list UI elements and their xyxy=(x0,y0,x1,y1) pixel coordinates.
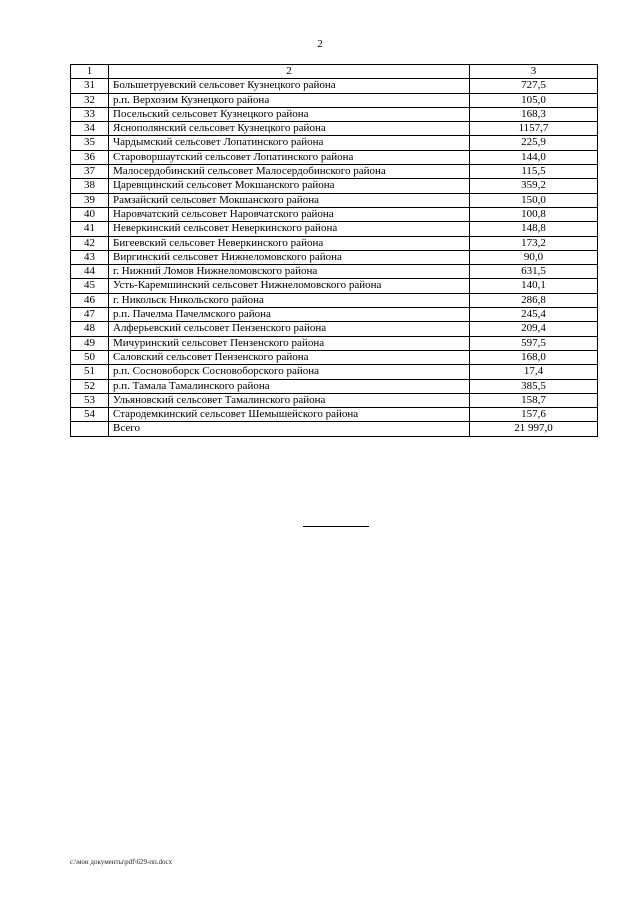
amount-value: 148,8 xyxy=(470,222,598,236)
amount-value: 385,5 xyxy=(470,379,598,393)
amount-value: 150,0 xyxy=(470,193,598,207)
table-row xyxy=(71,365,598,379)
row-number: 32 xyxy=(71,93,109,107)
municipality-name: Алферьевский сельсовет Пензенского района xyxy=(109,322,470,336)
municipality-name: р.п. Верхозим Кузнецкого района xyxy=(109,93,470,107)
table-row xyxy=(71,408,598,422)
amount-value: 245,4 xyxy=(470,308,598,322)
row-number: 48 xyxy=(71,322,109,336)
row-number: 31 xyxy=(71,79,109,93)
municipality-name: г. Нижний Ломов Нижнеломовского района xyxy=(109,265,470,279)
table-row xyxy=(71,165,598,179)
amount-value: 225,9 xyxy=(470,136,598,150)
amount-value: 173,2 xyxy=(470,236,598,250)
row-number: 49 xyxy=(71,336,109,350)
amount-value: 105,0 xyxy=(470,93,598,107)
amount-value: 144,0 xyxy=(470,150,598,164)
column-header-3: 3 xyxy=(470,65,598,79)
table-row xyxy=(71,236,598,250)
row-number xyxy=(71,422,109,436)
table-total-row xyxy=(71,422,598,436)
municipality-name: Малосердобинский сельсовет Малосердобинского района xyxy=(109,165,470,179)
row-number: 53 xyxy=(71,393,109,407)
amount-value: 21 997,0 xyxy=(470,422,598,436)
municipality-name: Большетруевский сельсовет Кузнецкого района xyxy=(109,79,470,93)
signature-divider-line xyxy=(303,526,369,527)
municipality-name: Яснополянский сельсовет Кузнецкого района xyxy=(109,122,470,136)
table-row xyxy=(71,207,598,221)
row-number: 54 xyxy=(71,408,109,422)
table-row xyxy=(71,122,598,136)
amount-value: 727,5 xyxy=(470,79,598,93)
row-number: 38 xyxy=(71,179,109,193)
municipality-name: г. Никольск Никольского района xyxy=(109,293,470,307)
amount-value: 359,2 xyxy=(470,179,598,193)
row-number: 42 xyxy=(71,236,109,250)
municipality-name: Староворшаутский сельсовет Лопатинского района xyxy=(109,150,470,164)
municipality-name: Посельский сельсовет Кузнецкого района xyxy=(109,107,470,121)
municipality-name: Ульяновский сельсовет Тамалинского района xyxy=(109,393,470,407)
municipality-name: Царевщинский сельсовет Мокшанского района xyxy=(109,179,470,193)
amount-value: 209,4 xyxy=(470,322,598,336)
municipality-name: Мичуринский сельсовет Пензенского района xyxy=(109,336,470,350)
allocation-table xyxy=(70,64,598,437)
table-row xyxy=(71,393,598,407)
table-row xyxy=(71,150,598,164)
table-row xyxy=(71,107,598,121)
row-number: 40 xyxy=(71,207,109,221)
municipality-name: Всего xyxy=(109,422,470,436)
amount-value: 115,5 xyxy=(470,165,598,179)
table-row xyxy=(71,350,598,364)
municipality-name: Стародемкинский сельсовет Шемышейского района xyxy=(109,408,470,422)
row-number: 41 xyxy=(71,222,109,236)
file-path-footer: c:\мои документы\pdf\629-пп.docx xyxy=(70,858,173,866)
table-row xyxy=(71,193,598,207)
amount-value: 597,5 xyxy=(470,336,598,350)
municipality-name: Бигеевский сельсовет Неверкинского района xyxy=(109,236,470,250)
municipality-name: р.п. Сосновоборск Сосновоборского района xyxy=(109,365,470,379)
amount-value: 140,1 xyxy=(470,279,598,293)
amount-value: 158,7 xyxy=(470,393,598,407)
table-body xyxy=(71,65,598,437)
table-row xyxy=(71,179,598,193)
row-number: 44 xyxy=(71,265,109,279)
table-row xyxy=(71,379,598,393)
municipality-name: Саловский сельсовет Пензенского района xyxy=(109,350,470,364)
municipality-name: р.п. Тамала Тамалинского района xyxy=(109,379,470,393)
amount-value: 631,5 xyxy=(470,265,598,279)
row-number: 39 xyxy=(71,193,109,207)
amount-value: 17,4 xyxy=(470,365,598,379)
amount-value: 90,0 xyxy=(470,250,598,264)
municipality-name: Неверкинский сельсовет Неверкинского района xyxy=(109,222,470,236)
row-number: 37 xyxy=(71,165,109,179)
row-number: 36 xyxy=(71,150,109,164)
row-number: 51 xyxy=(71,365,109,379)
table-row xyxy=(71,250,598,264)
row-number: 52 xyxy=(71,379,109,393)
table-row xyxy=(71,222,598,236)
amount-value: 168,3 xyxy=(470,107,598,121)
amount-value: 168,0 xyxy=(470,350,598,364)
row-number: 43 xyxy=(71,250,109,264)
amount-value: 157,6 xyxy=(470,408,598,422)
municipality-name: Усть-Каремшинский сельсовет Нижнеломовского района xyxy=(109,279,470,293)
amount-value: 1157,7 xyxy=(470,122,598,136)
table-row xyxy=(71,93,598,107)
amount-value: 286,8 xyxy=(470,293,598,307)
table-row xyxy=(71,322,598,336)
municipality-name: Рамзайский сельсовет Мокшанского района xyxy=(109,193,470,207)
table-row xyxy=(71,265,598,279)
row-number: 35 xyxy=(71,136,109,150)
column-header-2: 2 xyxy=(109,65,470,79)
row-number: 33 xyxy=(71,107,109,121)
table-row xyxy=(71,293,598,307)
row-number: 34 xyxy=(71,122,109,136)
table-row xyxy=(71,136,598,150)
municipality-name: Наровчатский сельсовет Наровчатского района xyxy=(109,207,470,221)
table-row xyxy=(71,336,598,350)
row-number: 45 xyxy=(71,279,109,293)
table-row xyxy=(71,79,598,93)
table-header-row xyxy=(71,65,598,79)
municipality-name: Чардымский сельсовет Лопатинского района xyxy=(109,136,470,150)
row-number: 46 xyxy=(71,293,109,307)
table-row xyxy=(71,279,598,293)
column-header-1: 1 xyxy=(71,65,109,79)
row-number: 50 xyxy=(71,350,109,364)
municipality-name: р.п. Пачелма Пачелмского района xyxy=(109,308,470,322)
municipality-name: Виргинский сельсовет Нижнеломовского района xyxy=(109,250,470,264)
row-number: 47 xyxy=(71,308,109,322)
page-number: 2 xyxy=(317,38,323,50)
table-row xyxy=(71,308,598,322)
amount-value: 100,8 xyxy=(470,207,598,221)
